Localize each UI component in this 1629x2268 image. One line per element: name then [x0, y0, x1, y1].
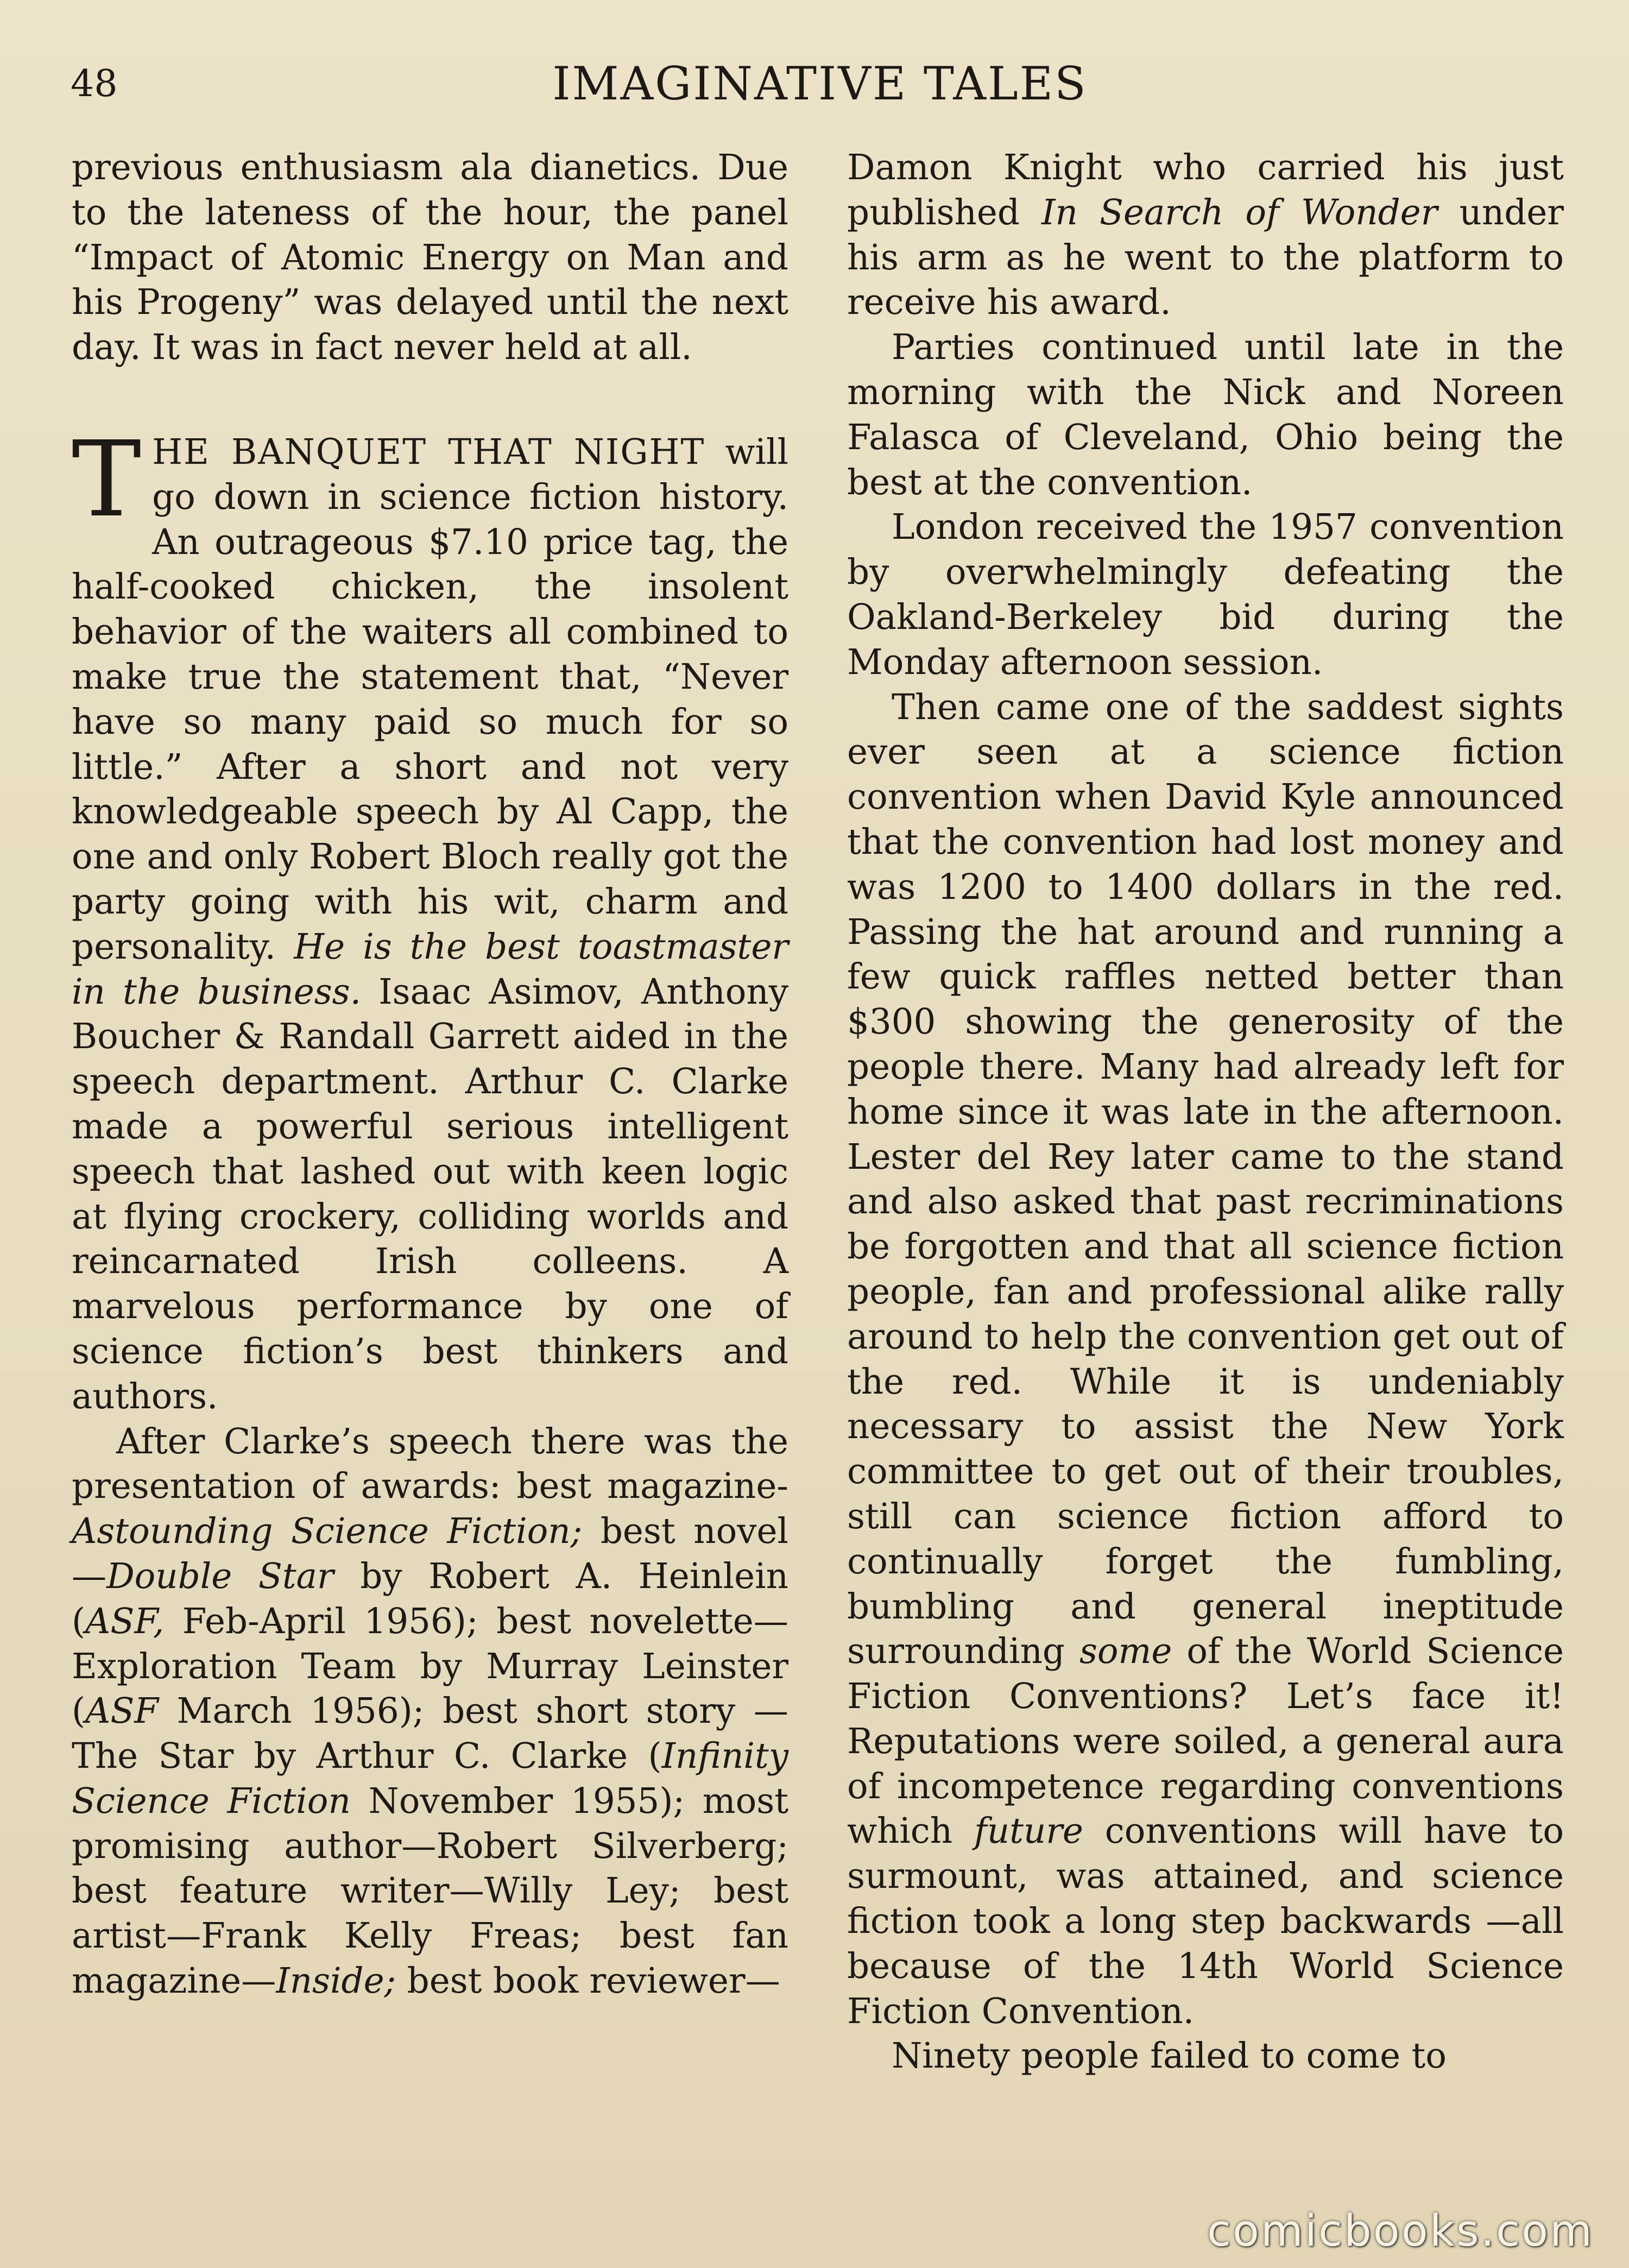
awards-paragraph: After Clarke’s speech there was the presentation of awards: best magazine-Astounding Science Fiction; best novel—Double Star by Robert A. Heinlein (ASF, Feb-April 1956); best novelette—Exploration Team by Murray Leinster (ASF March 1956); best short story —The Star by Arthur C. Clarke (Infinity Science Fiction November 1955); most promising author—Robert Silverberg; best feature writer—Willy Ley; best artist—Frank Kelly Freas; best fan magazine—Inside; best book reviewer—	[72, 1421, 789, 2002]
paragraph: previous enthusiasm ala dianetics. Due to the lateness of the hour, the panel “Impact of Atomic Energy on Man and his Progeny” was delayed until the next day. It was in fact never held at all.	[72, 147, 788, 368]
banquet-paragraph: THE BANQUET THAT NIGHT will go down in science fiction history. An outrageous $7.10 price tag, the half-cooked chicken, the insolent behavior of the waiters all combined to make true the statement that, “Never have so many paid so much for so little.” After a short and not very knowledgeable speech by Al Capp, the one and only Robert Bloch really got the party going with his wit, charm and personality. He is the best toastmaster in the business. Isaac Asimov, Anthony Boucher & Randall Garrett aided in the speech department. Arthur C. Clarke made a powerful serious intelligent speech that lashed out with keen logic at flying crockery, colliding worlds and reincarnated Irish colleens. A marvelous performance by one of science fiction’s best thinkers and authors.	[72, 419, 788, 1417]
drop-cap: T	[72, 419, 142, 540]
paragraph: Ninety people failed to come to	[892, 2036, 1447, 2077]
magazine-title: IMAGINATIVE TALES	[552, 57, 1088, 110]
left-column	[72, 146, 788, 2004]
paragraph: London received the 1957 convention by overwhelmingly defeating the Oakland-Berkeley bid during the Monday afternoon session.	[847, 507, 1564, 683]
page-number: 48	[71, 62, 118, 105]
section-lead-in: HE BANQUET THAT NIGHT	[152, 431, 705, 472]
emphasis-text: He is the best toastmaster in the business.	[72, 926, 788, 1012]
paragraph: Damon Knight who carried his just published In Search of Wonder under his arm as he went to the platform to receive his award.	[847, 147, 1564, 323]
right-column	[847, 146, 1564, 2079]
paragraph: Then came one of the saddest sights ever seen at a science fiction convention when David Kyle announced that the convention had lost money and was 1200 to 1400 dollars in the red. Passing the hat around and running a few quick raffles netted better than $300 showing the generosity of the people there. Many had already left for home since it was late in the afternoon. Lester del Rey later came to the stand and also asked that past recriminations be forgotten and that all science fiction people, fan and professional alike rally around to help the convention get out of the red. While it is undeniably necessary to assist the New York committee to get out of their troubles, still can science fiction afford to continually forget the fumbling, bumbling and general ineptitude surrounding some of the World Science Fiction Conventions? Let’s face it! Reputations were soiled, a general aura of incompetence regarding conventions which future conventions will have to surmount, was attained, and science fiction took a long step backwards —all because of the 14th World Science Fiction Convention.	[847, 686, 1564, 2032]
watermark: comicbooks.com	[1207, 2206, 1594, 2256]
paragraph: Parties continued until late in the morning with the Nick and Noreen Falasca of Cleveland, Ohio being the best at the convention.	[847, 327, 1564, 503]
page-header	[71, 57, 1569, 117]
